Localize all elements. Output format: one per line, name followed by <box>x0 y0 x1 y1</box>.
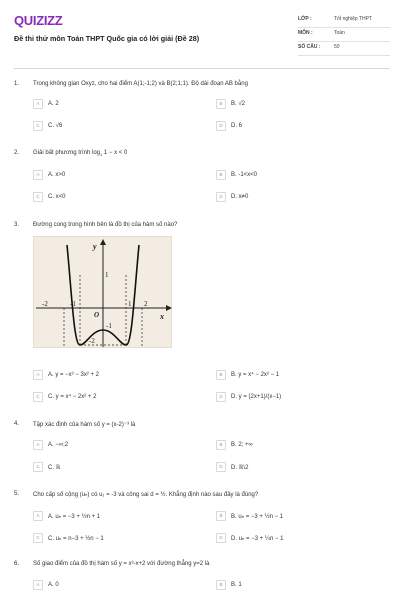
option-letter-box: B <box>216 440 226 450</box>
option-letter-box: A <box>33 370 43 380</box>
log-base: 1 <box>100 152 103 158</box>
tick-x-2: 2 <box>144 300 148 308</box>
option-letter-box: C <box>33 392 43 402</box>
option-letter-box: C <box>33 121 43 131</box>
option-letter-box: A <box>33 440 43 450</box>
question-text <box>33 150 383 157</box>
option-text: B. √2 <box>231 101 245 107</box>
option-text: D. x≠0 <box>231 194 249 200</box>
document-title: Đề thi thử môn Toán THPT Quốc gia có lời giải (Đề 28) <box>14 34 200 43</box>
option-text: C. x<0 <box>48 194 66 200</box>
option-letter-box: D <box>216 392 226 402</box>
question-number: 3. <box>14 222 20 228</box>
axis-label-x: x <box>160 312 164 321</box>
axis-label-y: y <box>93 242 97 251</box>
tick-x-neg1: -1 <box>70 300 76 308</box>
option-text: A. uₙ = −3 + ½n + 1 <box>48 514 101 520</box>
question-text-suffix: 1 − x < 0 <box>102 150 128 156</box>
option-text: A. 0 <box>48 582 59 588</box>
option-text: C. y = x⁴ − 2x² + 2 <box>48 394 97 400</box>
meta-label: SỐ CÂU : <box>298 44 321 50</box>
option-letter-box: A <box>33 170 43 180</box>
option-letter-box: B <box>216 99 226 109</box>
tick-x-neg2: -2 <box>42 300 48 308</box>
option-text: D. ℝ\2 <box>231 465 249 471</box>
meta-value: Toán <box>334 30 345 36</box>
question-text: Trong không gian Oxyz, cho hai điểm A(1;-1;2) và B(2;1;1). Độ dài đoạn AB bằng <box>33 81 248 87</box>
tick-y-neg1: -1 <box>106 322 112 330</box>
option-text: C. ℝ <box>48 465 61 471</box>
option-text: D. uₙ = −3 + ¼n − 1 <box>231 536 284 542</box>
option-letter-box: C <box>33 533 43 543</box>
option-letter-box: D <box>216 533 226 543</box>
question-number: 2. <box>14 150 20 156</box>
meta-label: LỚP : <box>298 16 312 22</box>
option-text: A. x>0 <box>48 172 66 178</box>
option-text: B. y = x⁴ − 2x² − 1 <box>231 372 280 378</box>
option-text: B. uₙ = −3 + ½n − 1 <box>231 514 284 520</box>
question-text: Đường cong trong hình bên là đồ thị của hàm số nào? <box>33 222 178 228</box>
quizizz-logo: QUIZIZZ <box>14 13 63 28</box>
option-text: C. uₙ = n−3 + ½n − 1 <box>48 536 104 542</box>
question-text: Cho cấp số cộng (uₙ) có u₁ = -3 và công sai d = ½. Khẳng định nào sau đây là đúng? <box>33 492 259 498</box>
y-axis-arrow <box>100 239 106 245</box>
option-letter-box: B <box>216 170 226 180</box>
x-axis-arrow <box>166 305 172 311</box>
meta-row-class <box>298 14 390 28</box>
tick-y-neg2: -2 <box>89 337 95 345</box>
question-number: 6. <box>14 561 20 567</box>
meta-value: Tốt nghiệp THPT <box>334 16 372 22</box>
option-letter-box: C <box>33 462 43 472</box>
question-number: 5. <box>14 491 20 497</box>
option-text: A. −∞;2 <box>48 442 69 448</box>
option-text: D. y = (2x+1)/(x−1) <box>231 394 282 400</box>
question-number: 4. <box>14 421 20 427</box>
question-number: 1. <box>14 81 20 87</box>
option-text: D. 6 <box>231 123 243 129</box>
tick-origin: O <box>94 311 100 319</box>
option-letter-box: C <box>33 192 43 202</box>
header-divider <box>14 68 390 69</box>
question-text: Số giao điểm của đồ thị hàm số y = x³-x+2 với đường thẳng y=2 là <box>33 561 210 567</box>
option-letter-box: D <box>216 121 226 131</box>
option-letter-box: D <box>216 462 226 472</box>
option-text: B. 1 <box>231 582 242 588</box>
option-letter-box: B <box>216 370 226 380</box>
function-graph <box>33 236 172 348</box>
option-letter-box: B <box>216 511 226 521</box>
option-letter-box: A <box>33 580 43 590</box>
meta-label: MÔN : <box>298 30 313 36</box>
option-text: B. 2; +∞ <box>231 442 253 448</box>
option-letter-box: A <box>33 99 43 109</box>
tick-x-1: 1 <box>128 300 132 308</box>
question-text: Tập xác định của hàm số y = (x-2)⁻³ là <box>33 422 136 428</box>
option-text: B. -1<x<0 <box>231 172 258 178</box>
option-letter-box: D <box>216 192 226 202</box>
option-text: A. 2 <box>48 101 59 107</box>
meta-value: 50 <box>334 44 340 50</box>
option-text: C. √6 <box>48 123 63 129</box>
question-text-prefix: Giải bất phương trình log <box>33 150 100 156</box>
graph-svg <box>34 237 173 349</box>
meta-row-count <box>298 42 390 56</box>
document-header <box>14 12 390 62</box>
option-letter-box: B <box>216 580 226 590</box>
meta-row-subject <box>298 28 390 42</box>
tick-y-1: 1 <box>105 271 109 279</box>
meta-info <box>298 14 390 56</box>
option-text: A. y = −x³ − 3x² + 2 <box>48 372 100 378</box>
option-letter-box: A <box>33 511 43 521</box>
